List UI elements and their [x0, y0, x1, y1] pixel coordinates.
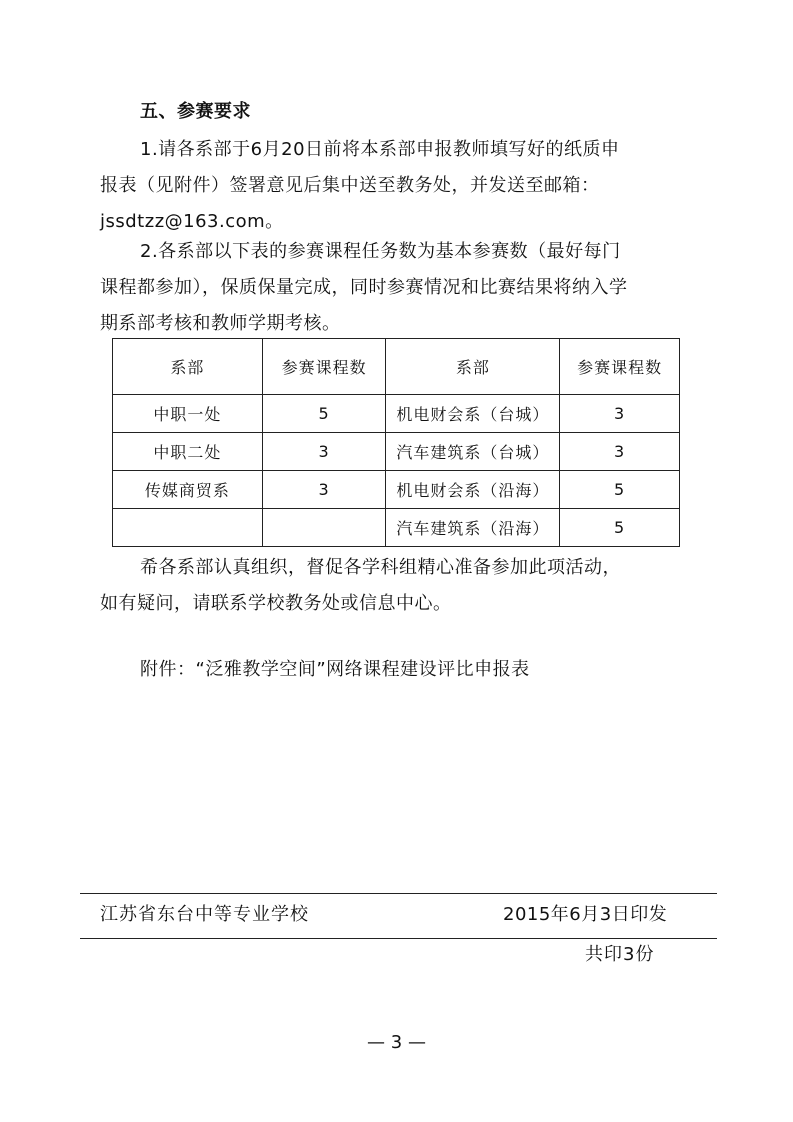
table-cell: 机电财会系（台城） [386, 395, 560, 433]
header-course-count-1: 参赛课程数 [262, 339, 386, 395]
header-department-2: 系部 [386, 339, 560, 395]
table-cell: 5 [560, 471, 680, 509]
print-copies: 共印3份 [585, 944, 655, 965]
table-cell: 传媒商贸系 [113, 471, 263, 509]
header-course-count-2: 参赛课程数 [560, 339, 680, 395]
table-cell [113, 509, 263, 547]
paragraph-1-line-2: 报表（见附件）签署意见后集中送至教务处，并发送至邮箱： [100, 175, 600, 196]
issue-date: 2015年6月3日印发 [503, 904, 668, 925]
table-cell: 3 [560, 395, 680, 433]
table-cell: 中职二处 [113, 433, 263, 471]
table-row [113, 433, 680, 471]
attachment-note: 附件：“泛雅教学空间”网络课程建设评比申报表 [140, 659, 530, 680]
footer-bottom-divider [80, 938, 717, 939]
table-cell: 汽车建筑系（台城） [386, 433, 560, 471]
paragraph-2-line-2: 课程都参加），保质保量完成，同时参赛情况和比赛结果将纳入学 [100, 277, 628, 298]
header-department-1: 系部 [113, 339, 263, 395]
table-cell: 3 [262, 433, 386, 471]
paragraph-2-line-3: 期系部考核和教师学期考核。 [100, 313, 341, 334]
paragraph-3-line-2: 如有疑问，请联系学校教务处或信息中心。 [100, 593, 452, 614]
footer-top-divider [80, 893, 717, 894]
paragraph-1-line-3: jssdtzz@163.com。 [100, 211, 284, 232]
table-cell: 5 [262, 395, 386, 433]
paragraph-2-line-1: 2.各系部以下表的参赛课程任务数为基本参赛数（最好每门 [140, 241, 621, 262]
table-cell: 3 [262, 471, 386, 509]
course-quota-table [112, 338, 680, 547]
table-row [113, 471, 680, 509]
page-number: — 3 — [367, 1032, 426, 1053]
table-row [113, 395, 680, 433]
issuer-name: 江苏省东台中等专业学校 [100, 904, 309, 925]
paragraph-3-line-1: 希各系部认真组织，督促各学科组精心准备参加此项活动， [140, 557, 621, 578]
table-row [113, 509, 680, 547]
table-cell [262, 509, 386, 547]
table-cell: 中职一处 [113, 395, 263, 433]
table-header-row [113, 339, 680, 395]
table-cell: 5 [560, 509, 680, 547]
table-cell: 机电财会系（沿海） [386, 471, 560, 509]
section-heading: 五、参赛要求 [140, 101, 251, 122]
table-cell: 3 [560, 433, 680, 471]
table-cell: 汽车建筑系（沿海） [386, 509, 560, 547]
paragraph-1-line-1: 1.请各系部于6月20日前将本系部申报教师填写好的纸质申 [140, 139, 620, 160]
